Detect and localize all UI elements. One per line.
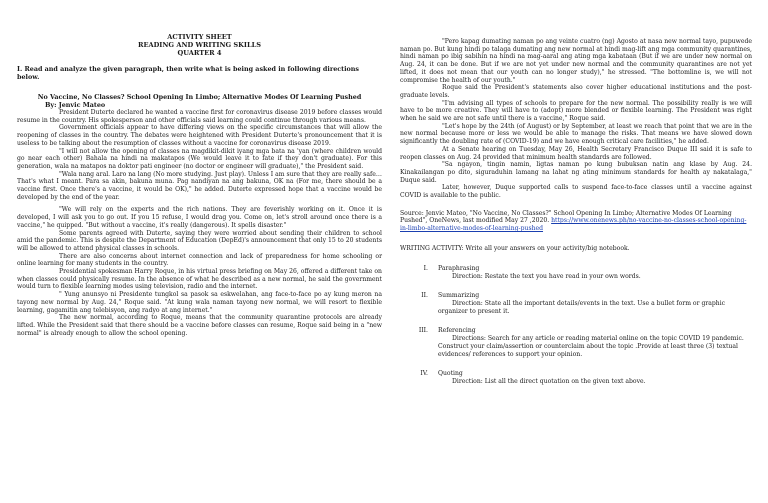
article-paragraph: "I will not allow the opening of classes na magdikit-dikit iyang mga bata na 'yan (where children would go near each other) Bahala na hindi na makatapos (We would leave it to fate if they don't graduate). For this generation, wala na matapos na doktor pati engineer (no doctor or engineer will graduate)," the President said. (17, 147, 382, 170)
right-column (400, 0, 752, 386)
task-paraphrasing (400, 265, 752, 280)
article-paragraph: Later, however, Duque supported calls to suspend face-to-face classes until a vaccine against COVID is available to the public. (400, 184, 752, 200)
instruction-text: I. Read and analyze the given paragraph, then write what is being asked in following directions below. (17, 65, 360, 81)
task-direction: Directions: Search for any article or reading material online on the topic COVID 19 pandemic. Construct your claim/assertion or counterclaim about the topic .Provide at least three (3) textual evidences/ references to support your opinion. (438, 335, 744, 358)
task-number: I. (423, 264, 428, 272)
task-name: Quoting (438, 370, 463, 378)
header-title: ACTIVITY SHEET (167, 33, 232, 41)
article-paragraph: "Sa ngayon, tingin namin, ligtas naman po kung bubuksan natin ang klase by Aug. 24. Kinakailangan po dito, siguraduhin lamang na lahat ng ating minimum standards for health ay nakatalaga," Duque said. (400, 161, 752, 184)
task-direction: Direction: List all the direct quotation on the given text above. (452, 377, 646, 385)
article-paragraph: Government officials appear to have differing views on the specific circumstances that will allow the reopening of classes in the country. The debates were heightened with President Duterte's pronouncement that it is useless to be talking about the resumption of classes without a vaccine for coronavirus disease 2019. (17, 124, 382, 147)
article-body-right (400, 38, 752, 200)
article-paragraph: "I'm advising all types of schools to prepare for the new normal. The possibility really is we will have to be more creative. They will have to (adopt) more blended or flexible learning. The President was right when he said we are not safe until there is a vaccine," Roque said. (400, 99, 752, 123)
article-author: By: Jenvic Mateo (45, 101, 106, 109)
article-paragraph: President Duterte declared he wanted a vaccine first for coronavirus disease 2019 before classes would resume in the country. His spokesperson and other officials said learning could continue through various means. (17, 109, 382, 124)
task-summarizing (400, 292, 752, 315)
article-paragraph: Some parents agreed with Duterte, saying they were worried about sending their children to school amid the pandemic. This is despite the Department of Education (DepEd)'s announcement that only 15 to 20 students will be allowed to attend physical classes in schools. (17, 229, 382, 252)
article-title: No Vaccine, No Classes? School Opening In Limbo; Alternative Modes Of Learning Pushed (37, 93, 362, 101)
article-paragraph: "Pero kapag dumating naman po ang veinte cuatro (ng) Agosto at nasa new normal tayo, pupuwede naman po. But kung hindi po talaga dumating ang new normal at hindi mag-lift ang mga community quarantines, hindi naman po ibig sabihin na hindi na mag-aaral ang ating mga kabataan (But if we are under new normal on Aug. 24, it can be done. But if we are not yet under new normal and the community quarantines are not yet lifted, it does not mean that our youth can no longer study)," he stressed. "The bottomline is, we will not compromise the health of our youth." (400, 38, 752, 84)
task-quoting (400, 370, 752, 385)
article-paragraph: " Yung anunsyo ni Presidente tungkol sa pasok sa eskwelahan, ang face-to-face po ay kung meron na tayong new normal by Aug. 24," Roque said. "At kung wala naman tayong new normal, we will resort to flexible learning, gagamitin ang telebisyon, ang radyo at ang internet." (17, 291, 382, 314)
article-body-left (17, 109, 382, 337)
task-name: Referencing (438, 327, 476, 335)
task-direction: Direction: State all the important details/events in the text. Use a bullet form or graphic organizer to present it. (438, 299, 726, 315)
writing-activity-heading: WRITING ACTIVITY: Write all your answers on your activity/big notebook. (400, 244, 630, 252)
left-column (17, 0, 382, 337)
task-name: Summarizing (438, 292, 480, 300)
article-paragraph: "We will rely on the experts and the rich nations. They are feverishly working on it. Once it is developed, I will ask you to go out. If you 15 refuse, I would drag you. Come on, let's stroll around once there is a vaccine," he quipped. "But without a vaccine, it's really (dangerous). It spells disaster." (17, 206, 382, 229)
article-paragraph: At a Senate hearing on Tuesday, May 26, Health Secretary Francisco Duque III said it is safe to reopen classes on Aug. 24 provided that minimum health standards are followed. (400, 145, 752, 161)
article-paragraph: There are also concerns about internet connection and lack of preparedness for home schooling or online learning for many students in the country. (17, 252, 382, 268)
article-paragraph: Presidential spokesman Harry Roque, in his virtual press briefing on May 26, offered a different take on when classes could physically resume. In the absence of what he described as a new normal, he said the government would turn to flexible learning modes using television, radio and the internet. (17, 268, 382, 291)
article-paragraph: "Wala nang aral. Laro na lang (No more studying. Just play). Unless I am sure that they are really safe…That's what I meant. Para sa akin, bakuna muna. Pag nandiyan na ang bakuna, OK na (For me, there should be a vaccine first. Once there's a vaccine, it would be OK)," he added. Duterte expressed hope that a vaccine would be developed by the end of the year. (17, 170, 382, 201)
task-referencing (400, 327, 752, 358)
source-citation (400, 210, 752, 233)
source-text: Source: Jenvic Mateo, "No Vaccine, No Classes?" School Opening In Limbo; Alternative Modes Of Learning Pushed", OneNews, last modified May 27 ,2020. (400, 209, 732, 225)
task-number: IV. (420, 370, 428, 378)
task-number: III. (418, 327, 428, 335)
article-paragraph: The new normal, according to Roque, means that the community quarantine protocols are already lifted. While the President said that there should be a vaccine before classes can resume, Roque said being in a "new normal" is already enough to allow the school opening. (17, 314, 382, 337)
task-name: Paraphrasing (438, 264, 480, 272)
task-number: II. (421, 292, 428, 300)
sheet-header (17, 33, 382, 57)
header-quarter: QUARTER 4 (177, 49, 222, 57)
article-paragraph: "Let's hope by the 24th (of August) or by September, at least we reach that point that we are in the new normal because more or less we would be able to manage the risks. That means we have slowed down significantly the doubling rate of (COVID-19) and we have enough critical care facilities," he added. (400, 122, 752, 146)
source-link[interactable]: https://www.onenews.ph/no-vaccine-no-classes-school-opening-in-limbo-alternative-modes-of-learning-pushed (400, 217, 747, 233)
header-subject: READING AND WRITING SKILLS (137, 41, 262, 49)
article-paragraph: Roque said the President's statements also cover higher educational institutions and the post-graduate levels. (400, 84, 752, 99)
task-direction: Direction: Restate the text you have read in your own words. (452, 272, 641, 280)
